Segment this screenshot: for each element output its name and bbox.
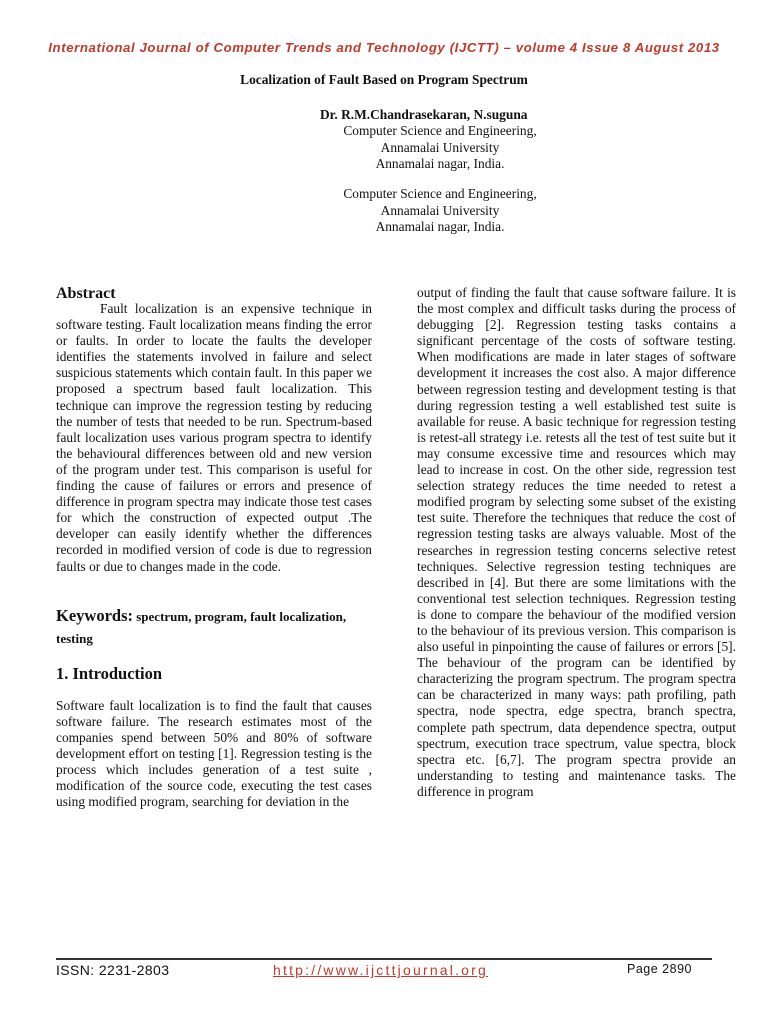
footer-page-number: Page 2890	[627, 962, 692, 976]
introduction-text-right: output of finding the fault that cause software failure. It is the most complex and difficult tasks during the process of debugging [2]. Regression testing tasks contains a significant percentage of the costs of software testing. When modifications are made in later stages of software development it increases the cost also. A major difference between regression testing and development testing is that during regression testing a well established test suite is available for reuse. A basic technique for regression testing is retest-all strategy i.e. retests all the test of test suite but it may consume excessive time and resources which may lead to increase in cost. On the other side, regression test selection strategy reduces the time needed to retest a modified program by selecting some subset of the existing test suite. Therefore the techniques that reduce the cost of regression testing tasks are always valuable. Most of the researches in regression testing concerns selective retest techniques. Selective regression testing techniques are described in [4]. But there are some limitations with the conventional test selection techniques. Regression testing is done to compare the behaviour of the modified version to the behaviour of its previous version. This comparison is also useful in pinpointing the cause of failures or errors [5]. The behaviour of the program can be identified by characterizing the program spectrum. The program spectra can be characterized in many ways: path profiling, path spectra, node spectra, edge spectra, branch spectra, complete path spectrum, data dependence spectra, output spectrum, execution trace spectrum, value spectra, block spectra etc. [6,7]. The program spectra provide an understanding to testing and maintenance tasks. The difference in program	[417, 285, 736, 799]
keywords-label: Keywords:	[56, 605, 133, 625]
left-column	[56, 285, 372, 810]
affiliation-1	[0, 123, 768, 173]
abstract-text: Fault localization is an expensive technique in software testing. Fault localization means finding the error or faults. In order to locate the faults the developer identifies the statements involved in failure and select suspicious statements which contain fault. In this paper we proposed a spectrum based fault localization. This technique can improve the regression testing by reducing the number of tests that needed to be run. Spectrum-based fault localization uses various program spectra to identify the behavioural differences between old and new version of the program under test. This comparison is useful for finding the cause of failures or errors and presence of difference in program spectra may indicate those test cases for which the construction of expected output .The developer can easily identify whether the differences recorded in modified version of code is due to regression faults or due to changes made in the code.	[56, 301, 372, 574]
abstract-heading: Abstract	[56, 285, 116, 302]
keywords-text: spectrum, program, fault localization, testing	[56, 608, 347, 646]
paper-title: Localization of Fault Based on Program Spectrum	[240, 72, 528, 87]
affiliation-university: Annamalai University	[380, 202, 500, 218]
paper-authors: Dr. R.M.Chandrasekaran, N.suguna	[320, 107, 528, 122]
affiliation-dept: Computer Science and Engineering,	[343, 186, 537, 201]
affiliation-university: Annamalai University	[380, 139, 500, 155]
journal-header: International Journal of Computer Trends and Technology (IJCTT) – volume 4 Issue 8 August 2013	[48, 40, 720, 55]
keywords	[56, 605, 372, 650]
introduction-text-left: Software fault localization is to find the fault that causes software failure. The research estimates most of the companies spend between 50% and 80% of software development effort on testing [1]. Regression testing is the process which includes generation of a test suite , modification of the source code, executing the test cases using modified program, searching for deviation in the	[56, 697, 372, 810]
affiliation-2	[0, 186, 768, 236]
right-column	[417, 285, 736, 800]
footer-journal-link[interactable]: http://www.ijcttjournal.org	[273, 962, 489, 978]
footer-issn: ISSN: 2231-2803	[56, 962, 170, 978]
affiliation-location: Annamalai nagar, India.	[375, 219, 505, 234]
affiliation-dept: Computer Science and Engineering,	[343, 123, 537, 138]
introduction-heading: 1. Introduction	[56, 663, 163, 683]
footer-divider	[56, 958, 712, 960]
affiliation-location: Annamalai nagar, India.	[375, 156, 505, 171]
